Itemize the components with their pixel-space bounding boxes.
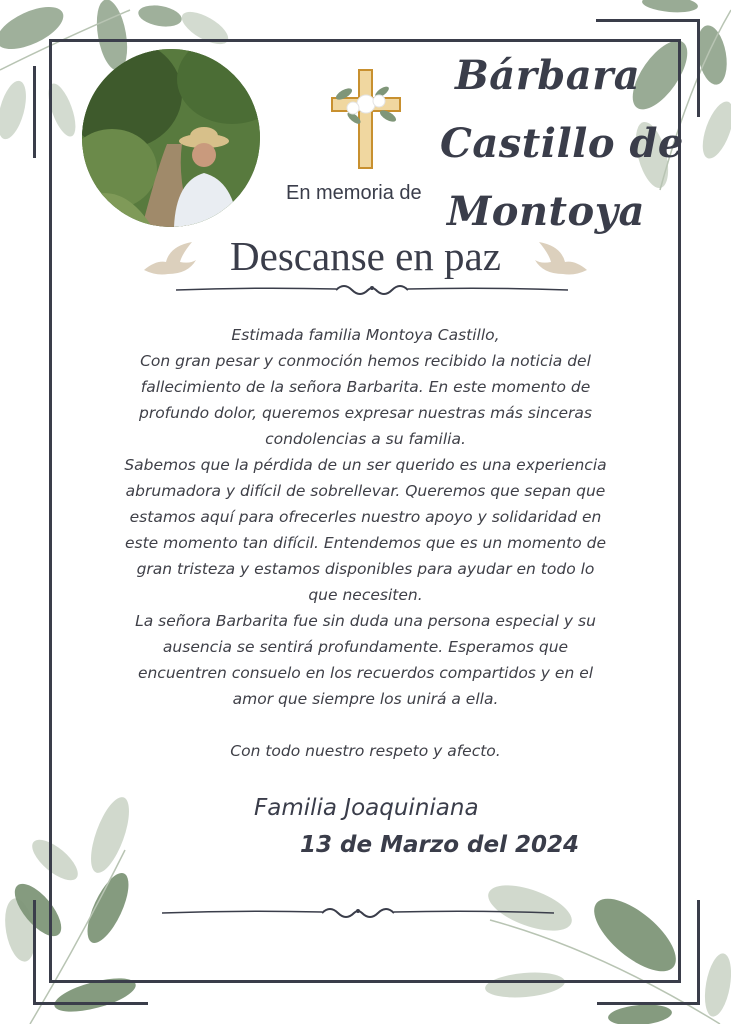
leaves-bottom-left	[0, 790, 180, 1024]
ornament-divider-icon	[162, 905, 554, 921]
deceased-name-line-3: Montoya	[447, 188, 645, 235]
message-paragraph: La señora Barbarita fue sin duda una persona especial y su ausencia se sentirá profundamente. Esperamos que encuentren consuelo en los recuerdos compartidos y en el amor que siempre los unirá a ella.	[135, 612, 596, 708]
leaves-bottom-right	[480, 860, 731, 1024]
portrait-photo	[82, 49, 260, 227]
deceased-name-line-2: Castillo de	[440, 120, 684, 167]
cross-icon	[326, 68, 406, 170]
message-paragraph: Con gran pesar y conmoción hemos recibido la noticia del fallecimiento de la señora Barbarita. En este momento de profundo dolor, queremos expresar nuestras más sinceras condolencias a su familia.	[138, 352, 592, 448]
closing-line: Con todo nuestro respeto y afecto.	[230, 742, 501, 760]
in-memory-label: En memoria de	[286, 182, 422, 204]
deceased-name-line-1: Bárbara	[455, 52, 641, 99]
greeting: Estimada familia Montoya Castillo,	[231, 326, 500, 344]
signature: Familia Joaquiniana	[254, 795, 479, 821]
date: 13 de Marzo del 2024	[300, 832, 579, 858]
ornament-divider-icon	[176, 282, 568, 298]
condolence-message	[120, 322, 611, 764]
rest-in-peace-heading: Descanse en paz	[230, 233, 501, 279]
leaves-top-right	[600, 0, 731, 200]
message-paragraph: Sabemos que la pérdida de un ser querido es una experiencia abrumadora y difícil de sobrellevar. Queremos que sepan que estamos aquí para ofrecerles nuestro apoyo y solidaridad en este momento tan difícil. Entendemos que es un momento de gran tristeza y estamos disponibles para ayudar en todo lo que necesiten.	[124, 456, 607, 604]
